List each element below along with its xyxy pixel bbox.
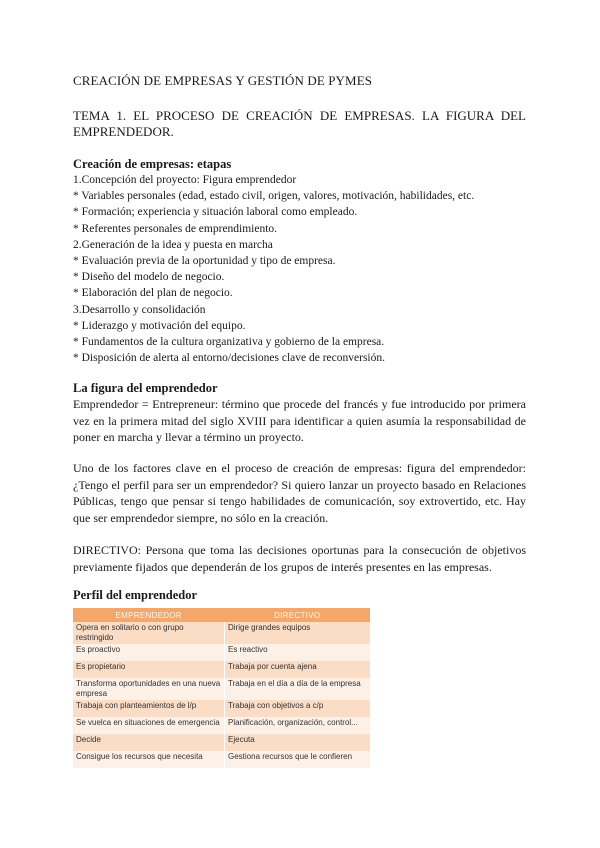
table-cell: Ejecuta <box>225 734 371 751</box>
list-item: * Elaboración del plan de negocio. <box>73 287 233 300</box>
list-item: * Referentes personales de emprendimiento. <box>73 222 278 235</box>
list-item: * Fundamentos de la cultura organizativa y gobierno de la empresa. <box>73 336 385 349</box>
directivo-paragraph: DIRECTIVO: Persona que toma las decisiones oportunas para la consecución de objetivos previamente fijados que dependerán de los grupos de interés presentes en las empresas. <box>73 543 526 574</box>
table-cell: Es propietario <box>73 661 225 678</box>
table-cell: Decide <box>73 734 225 751</box>
list-item: * Formación; experiencia y situación laboral como empleado. <box>73 206 358 219</box>
table-cell: Trabaja con planteamientos de l/p <box>73 700 225 717</box>
table-cell: Gestiona recursos que le confieren <box>225 751 371 768</box>
table-cell: Opera en solitario o con grupo restringido <box>73 622 225 644</box>
table-cell: Se vuelca en situaciones de emergencia <box>73 717 225 734</box>
list-item: * Disposición de alerta al entorno/decisiones clave de reconversión. <box>73 352 385 365</box>
table-row <box>73 700 370 717</box>
table-cell: Dirige grandes equipos <box>225 622 371 644</box>
list-item: * Liderazgo y motivación del equipo. <box>73 319 246 332</box>
table-row <box>73 751 370 768</box>
column-header-emprendedor: EMPRENDEDOR <box>73 608 225 622</box>
list-item: 1.Concepción del proyecto: Figura emprendedor <box>73 174 297 186</box>
list-item: 2.Generación de la idea y puesta en marcha <box>73 238 273 251</box>
table-row <box>73 644 370 661</box>
tema-heading: TEMA 1. EL PROCESO DE CREACIÓN DE EMPRESAS. LA FIGURA DEL EMPRENDEDOR. <box>73 108 526 139</box>
perfil-table <box>73 608 370 768</box>
etapas-list <box>73 172 474 366</box>
table-cell: Planificación, organización, control... <box>225 717 371 734</box>
perfil-heading: Perfil del emprendedor <box>73 588 198 602</box>
emprendedor-paragraph: Emprendedor = Entrepreneur: término que procede del francés y fue introducido por primera vez en la primera mitad del siglo XVIII para identificar a quien asumía la responsabilidad de poner en marcha y llevar a término un proyecto. <box>73 397 526 444</box>
table-row <box>73 661 370 678</box>
figura-heading: La figura del emprendedor <box>73 381 218 395</box>
list-item: * Evaluación previa de la oportunidad y tipo de empresa. <box>73 255 336 268</box>
table-row <box>73 678 370 700</box>
list-item: * Diseño del modelo de negocio. <box>73 271 225 284</box>
table-row <box>73 717 370 734</box>
list-item: 3.Desarrollo y consolidación <box>73 303 206 316</box>
list-item: * Variables personales (edad, estado civil, origen, valores, motivación, habilidades, etc. <box>73 190 475 203</box>
document-title: CREACIÓN DE EMPRESAS Y GESTIÓN DE PYMES <box>73 73 373 88</box>
table-cell: Consigue los recursos que necesita <box>73 751 225 768</box>
table-cell: Es proactivo <box>73 644 225 661</box>
table-row <box>73 734 370 751</box>
table-cell: Trabaja por cuenta ajena <box>225 661 371 678</box>
factores-paragraph: Uno de los factores clave en el proceso de creación de empresas: figura del emprendedor: ¿Tengo el perfil para ser un emprendedor? Si quiero lanzar un proyecto basado en Relaciones Públicas, tengo que pensar si tengo habilidades de comunicación, soy extrovertido, etc. Hay que ser emprendedor siempre, no sólo en la creación. <box>73 461 526 525</box>
table-cell: Transforma oportunidades en una nueva empresa <box>73 678 225 700</box>
table-cell: Trabaja en el día a día de la empresa <box>225 678 371 700</box>
table-row <box>73 622 370 644</box>
table-cell: Trabaja con objetivos a c/p <box>225 700 371 717</box>
column-header-directivo: DIRECTIVO <box>225 608 371 622</box>
table-cell: Es reactivo <box>225 644 371 661</box>
etapas-heading: Creación de empresas: etapas <box>73 157 232 171</box>
